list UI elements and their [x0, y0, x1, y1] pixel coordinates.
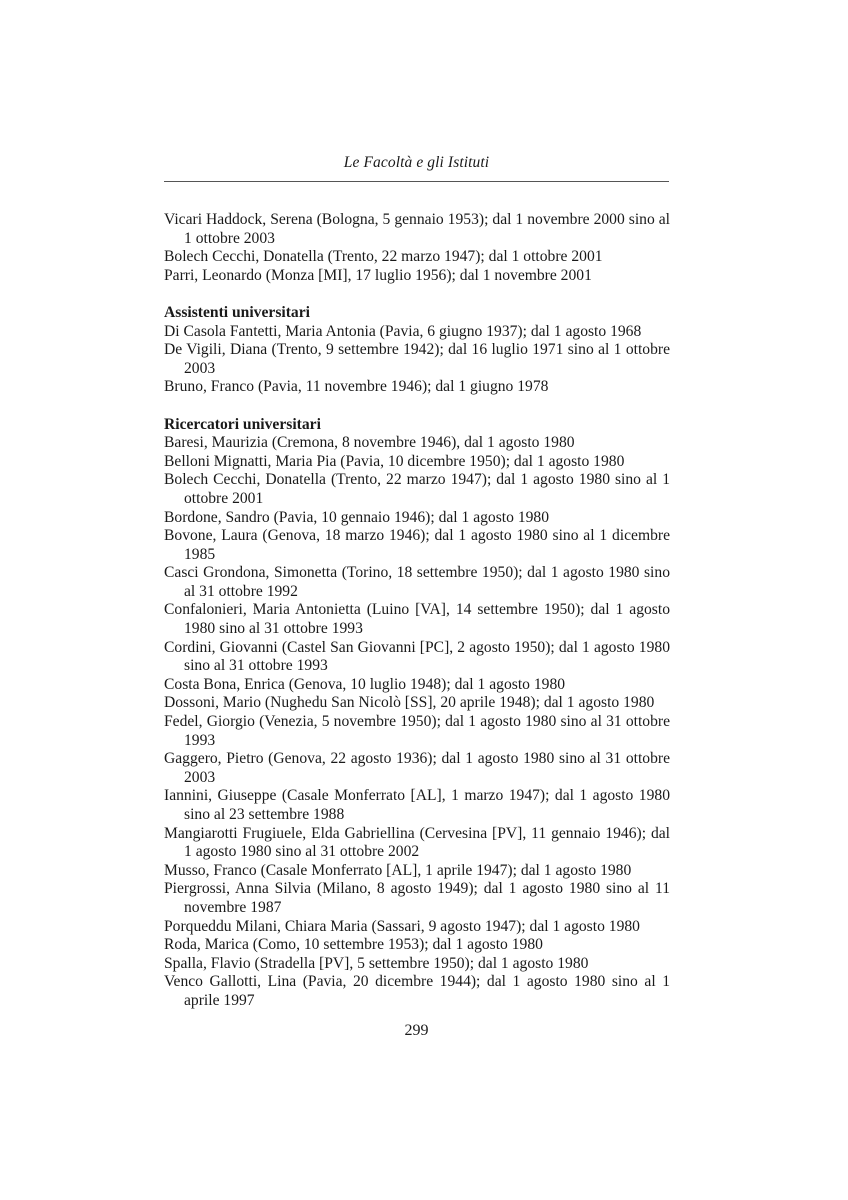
- list-item: Bruno, Franco (Pavia, 11 novembre 1946); dal 1 giugno 1978: [164, 378, 549, 396]
- list-item: Confalonieri, Maria Antonietta (Luino [VA], 14 settembre 1950); dal 1 agosto 1980 sino al 31 ottobre 1993: [164, 601, 670, 638]
- header-rule: [164, 181, 669, 182]
- list-item: Casci Grondona, Simonetta (Torino, 18 settembre 1950); dal 1 agosto 1980 sino al 31 ottobre 1992: [164, 564, 670, 600]
- list-item: Cordini, Giovanni (Castel San Giovanni [PC], 2 agosto 1950); dal 1 agosto 1980 sino al 31 ottobre 1993: [164, 638, 670, 675]
- page-body: [164, 211, 670, 1011]
- list-item: Fedel, Giorgio (Venezia, 5 novembre 1950); dal 1 agosto 1980 sino al 31 ottobre 1993: [164, 713, 670, 749]
- section-ricercatori: [164, 416, 670, 1011]
- list-item: Porqueddu Milani, Chiara Maria (Sassari, 9 agosto 1947); dal 1 agosto 1980: [164, 917, 640, 935]
- list-item: Di Casola Fantetti, Maria Antonia (Pavia, 6 giugno 1937); dal 1 agosto 1968: [164, 322, 642, 340]
- section-gap: [164, 397, 670, 416]
- list-item: Parri, Leonardo (Monza [MI], 17 luglio 1956); dal 1 novembre 2001: [164, 266, 592, 284]
- list-item: Belloni Mignatti, Maria Pia (Pavia, 10 dicembre 1950); dal 1 agosto 1980: [164, 452, 625, 470]
- section-title: Ricercatori universitari: [164, 415, 321, 433]
- intro-list: [164, 211, 670, 285]
- running-header: Le Facoltà e gli Istituti: [343, 154, 490, 171]
- list-item: Roda, Marica (Como, 10 settembre 1953); dal 1 agosto 1980: [164, 936, 543, 954]
- page-number: 299: [404, 1022, 429, 1039]
- list-item: Venco Gallotti, Lina (Pavia, 20 dicembre 1944); dal 1 agosto 1980 sino al 1 aprile 1997: [164, 973, 670, 1009]
- list-item: Mangiarotti Frugiuele, Elda Gabriellina (Cervesina [PV], 11 gennaio 1946); dal 1 agosto 1980 sino al 31 ottobre 2002: [164, 824, 670, 861]
- list-item: Iannini, Giuseppe (Casale Monferrato [AL], 1 marzo 1947); dal 1 agosto 1980 sino al 23 settembre 1988: [164, 787, 670, 823]
- list-item: Bolech Cecchi, Donatella (Trento, 22 marzo 1947); dal 1 ottobre 2001: [164, 248, 603, 266]
- list-item: Piergrossi, Anna Silvia (Milano, 8 agosto 1949); dal 1 agosto 1980 sino al 11 novembre 1987: [164, 880, 670, 916]
- list-item: Vicari Haddock, Serena (Bologna, 5 gennaio 1953); dal 1 novembre 2000 sino al 1 ottobre 2003: [164, 211, 670, 247]
- section-gap: [164, 285, 670, 304]
- list-item: Bolech Cecchi, Donatella (Trento, 22 marzo 1947); dal 1 agosto 1980 sino al 1 ottobre 2001: [164, 471, 670, 507]
- list-item: Costa Bona, Enrica (Genova, 10 luglio 1948); dal 1 agosto 1980: [164, 675, 566, 693]
- list-item: Dossoni, Mario (Nughedu San Nicolò [SS], 20 aprile 1948); dal 1 agosto 1980: [164, 694, 655, 712]
- list-item: Bovone, Laura (Genova, 18 marzo 1946); dal 1 agosto 1980 sino al 1 dicembre 1985: [164, 527, 670, 563]
- list-item: Bordone, Sandro (Pavia, 10 gennaio 1946); dal 1 agosto 1980: [164, 508, 550, 526]
- section-assistenti: [164, 304, 670, 397]
- list-item: De Vigili, Diana (Trento, 9 settembre 1942); dal 16 luglio 1971 sino al 1 ottobre 2003: [164, 341, 670, 377]
- section-title: Assistenti universitari: [164, 303, 310, 321]
- list-item: Musso, Franco (Casale Monferrato [AL], 1 aprile 1947); dal 1 agosto 1980: [164, 861, 632, 879]
- list-item: Spalla, Flavio (Stradella [PV], 5 settembre 1950); dal 1 agosto 1980: [164, 954, 589, 972]
- list-item: Baresi, Maurizia (Cremona, 8 novembre 1946), dal 1 agosto 1980: [164, 434, 575, 452]
- list-item: Gaggero, Pietro (Genova, 22 agosto 1936); dal 1 agosto 1980 sino al 31 ottobre 2003: [164, 750, 670, 786]
